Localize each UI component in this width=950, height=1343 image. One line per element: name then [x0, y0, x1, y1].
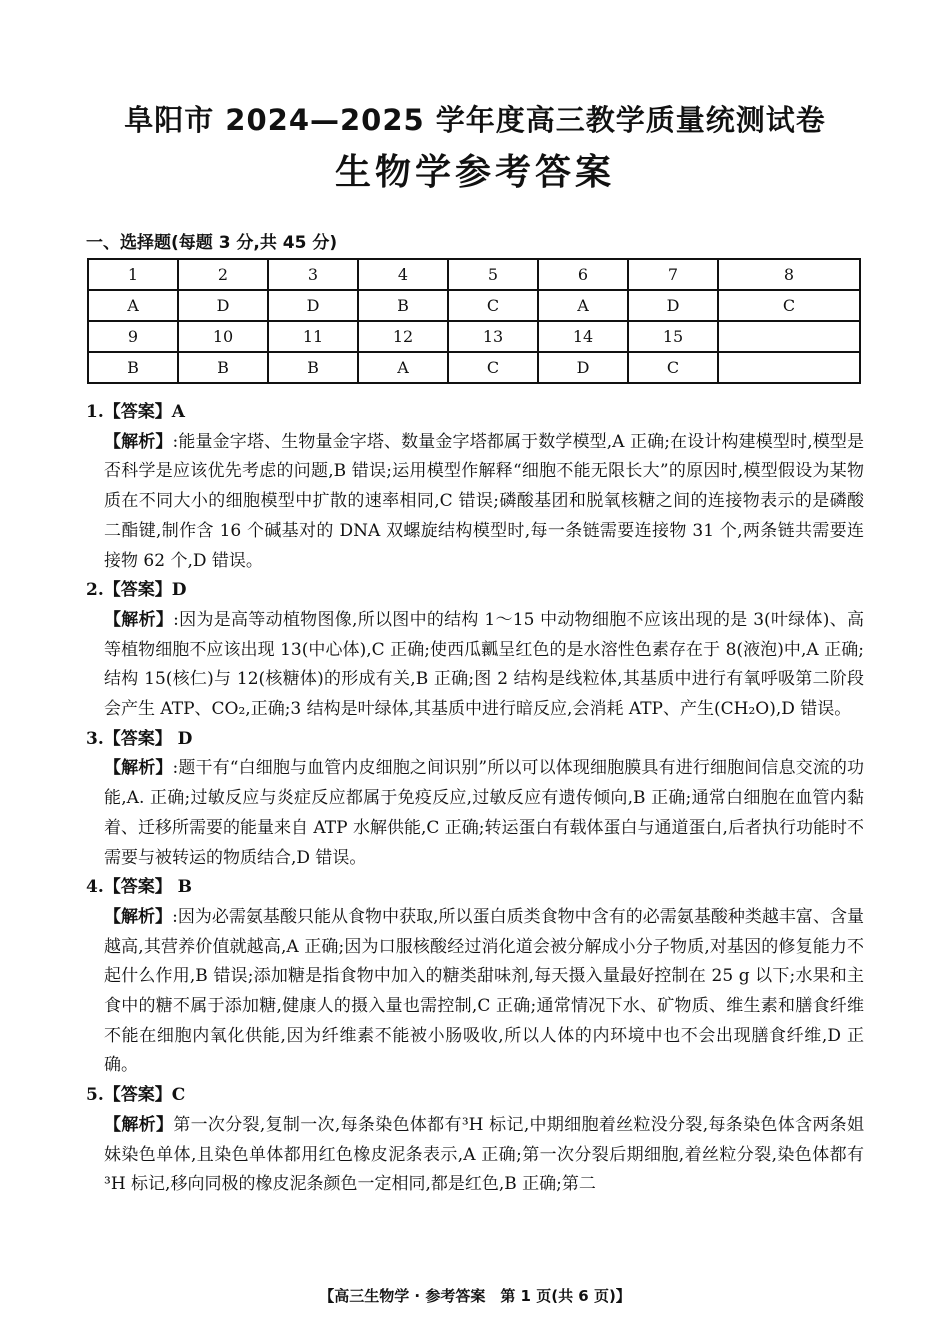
table-row	[88, 259, 860, 290]
table-cell: 11	[268, 321, 358, 352]
answer-value: D	[171, 580, 187, 601]
analysis-text: :题干有“白细胞与血管内皮细胞之间识别”所以可以体现细胞膜具有进行细胞间信息交流的功能,A. 正确;过敏反应与炎症反应都属于免疫反应,过敏反应有遗传倾向,B 正确;通常白细胞在血管内黏着、迁移所需要的能量来自 ATP 水解供能,C 正确;转运蛋白有载体蛋白与通道蛋白,后者执行功能时不需要与被转运的物质结合,D 错误。	[104, 758, 865, 868]
table-cell: D	[178, 290, 268, 321]
analysis-label: 【解析】	[104, 609, 174, 630]
table-cell: 2	[178, 259, 268, 290]
question-number: 3.	[86, 728, 104, 749]
table-cell: C	[628, 352, 718, 383]
analysis-text: :能量金字塔、生物量金字塔、数量金字塔都属于数学模型,A 正确;在设计构建模型时,模型是否科学是应该优先考虑的问题,B 错误;运用模型作解释“细胞不能无限长大”的原因时,模型假设为某物质在不同大小的细胞模型中扩散的速率相同,C 错误;磷酸基团和脱氧核糖之间的连接物表示的是磷酸二酯键,制作含 16 个碱基对的 DNA 双螺旋结构模型时,每一条链需要连接物 31 个,两条链共需要连接物 62 个,D 错误。	[104, 431, 864, 571]
table-cell: 13	[448, 321, 538, 352]
table-row	[88, 290, 860, 321]
answer-label: 【答案】	[103, 728, 172, 749]
table-cell: 9	[88, 321, 178, 352]
table-cell: D	[538, 352, 628, 383]
answer-key-title: 生物学参考答案	[334, 152, 615, 193]
table-cell: 12	[358, 321, 448, 352]
answer-table	[87, 258, 861, 384]
table-cell: 4	[358, 259, 448, 290]
table-cell: 6	[538, 259, 628, 290]
table-cell: C	[718, 290, 860, 321]
answer-value: C	[171, 1085, 186, 1106]
question-item	[86, 1081, 864, 1200]
exam-title: 阜阳市 2024—2025 学年度高三教学质量统测试卷	[124, 103, 826, 137]
answer-label: 【答案】	[103, 580, 172, 601]
analysis-text: 第一次分裂,复制一次,每条染色体都有³H 标记,中期细胞着丝粒没分裂,每条染色体含两条姐妹染色单体,且染色单体都用红色橡皮泥条表示,A 正确;第一次分裂后期细胞,着丝粒分裂,染色体都有³H 标记,移向同极的橡皮泥条颜色一定相同,都是红色,B 正确;第二	[104, 1114, 864, 1195]
answer-value: A	[171, 402, 185, 422]
answer-value: D	[171, 728, 193, 749]
page-footer: 【高三生物学 · 参考答案 第 1 页(共 6 页)】	[319, 1287, 631, 1305]
question-item	[86, 873, 864, 1081]
table-cell: A	[358, 352, 448, 383]
table-row	[88, 321, 860, 352]
table-cell: 7	[628, 259, 718, 290]
table-cell	[718, 352, 860, 383]
answer-label: 【答案】	[103, 402, 172, 422]
table-cell: 8	[718, 259, 860, 290]
table-cell: D	[628, 290, 718, 321]
table-cell: 14	[538, 321, 628, 352]
table-cell: B	[178, 352, 268, 383]
table-cell: 10	[178, 321, 268, 352]
analysis-label: 【解析】	[104, 758, 173, 779]
table-cell: A	[88, 290, 178, 321]
question-number: 5.	[86, 1085, 104, 1106]
answer-label: 【答案】	[103, 1085, 172, 1106]
section-heading: 一、选择题(每题 3 分,共 45 分)	[86, 233, 338, 253]
table-cell	[718, 321, 860, 352]
analysis-text: :因为必需氨基酸只能从食物中获取,所以蛋白质类食物中含有的必需氨基酸种类越丰富、含量越高,其营养价值就越高,A 正确;因为口服核酸经过消化道会被分解成小分子物质,对基因的修复能力不起什么作用,B 错误;添加糖是指食物中加入的糖类甜味剂,每天摄入量最好控制在 25 g 以下;水果和主食中的糖不属于添加糖,健康人的摄入量也需控制,C 正确;通常情况下水、矿物质、维生素和膳食纤维不能在细胞内氧化供能,因为纤维素不能被小肠吸收,所以人体的内环境中也不会出现膳食纤维,D 正确。	[104, 906, 864, 1076]
answer-label: 【答案】	[103, 877, 172, 898]
question-list	[86, 398, 864, 1200]
answer-value: B	[171, 877, 193, 898]
analysis-label: 【解析】	[104, 431, 173, 452]
table-cell: B	[88, 352, 178, 383]
table-cell: B	[358, 290, 448, 321]
table-cell: C	[448, 290, 538, 321]
analysis-label: 【解析】	[104, 1114, 174, 1135]
question-item	[86, 398, 864, 576]
analysis-text: :因为是高等动植物图像,所以图中的结构 1～15 中动物细胞不应该出现的是 3(叶绿体)、高等植物细胞不应该出现 13(中心体),C 正确;使西瓜瓤呈红色的是水溶性色素存在于 8(液泡)中,A 正确;结构 15(核仁)与 12(核糖体)的形成有关,B 正确;图 2 结构是线粒体,其基质中进行有氧呼吸第二阶段会产生 ATP、CO₂,正确;3 结构是叶绿体,其基质中进行暗反应,会消耗 ATP、产生(CH₂O),D 错误。	[104, 609, 865, 720]
question-item	[86, 725, 864, 874]
analysis-label: 【解析】	[104, 906, 173, 927]
table-cell: 5	[448, 259, 538, 290]
table-cell: A	[538, 290, 628, 321]
table-cell: 3	[268, 259, 358, 290]
question-item	[86, 576, 864, 725]
table-cell: D	[268, 290, 358, 321]
table-cell: B	[268, 352, 358, 383]
table-cell: C	[448, 352, 538, 383]
table-cell: 1	[88, 259, 178, 290]
table-row	[88, 352, 860, 383]
question-number: 2.	[86, 580, 104, 601]
question-number: 4.	[86, 877, 104, 898]
table-cell: 15	[628, 321, 718, 352]
question-number: 1.	[86, 402, 104, 422]
